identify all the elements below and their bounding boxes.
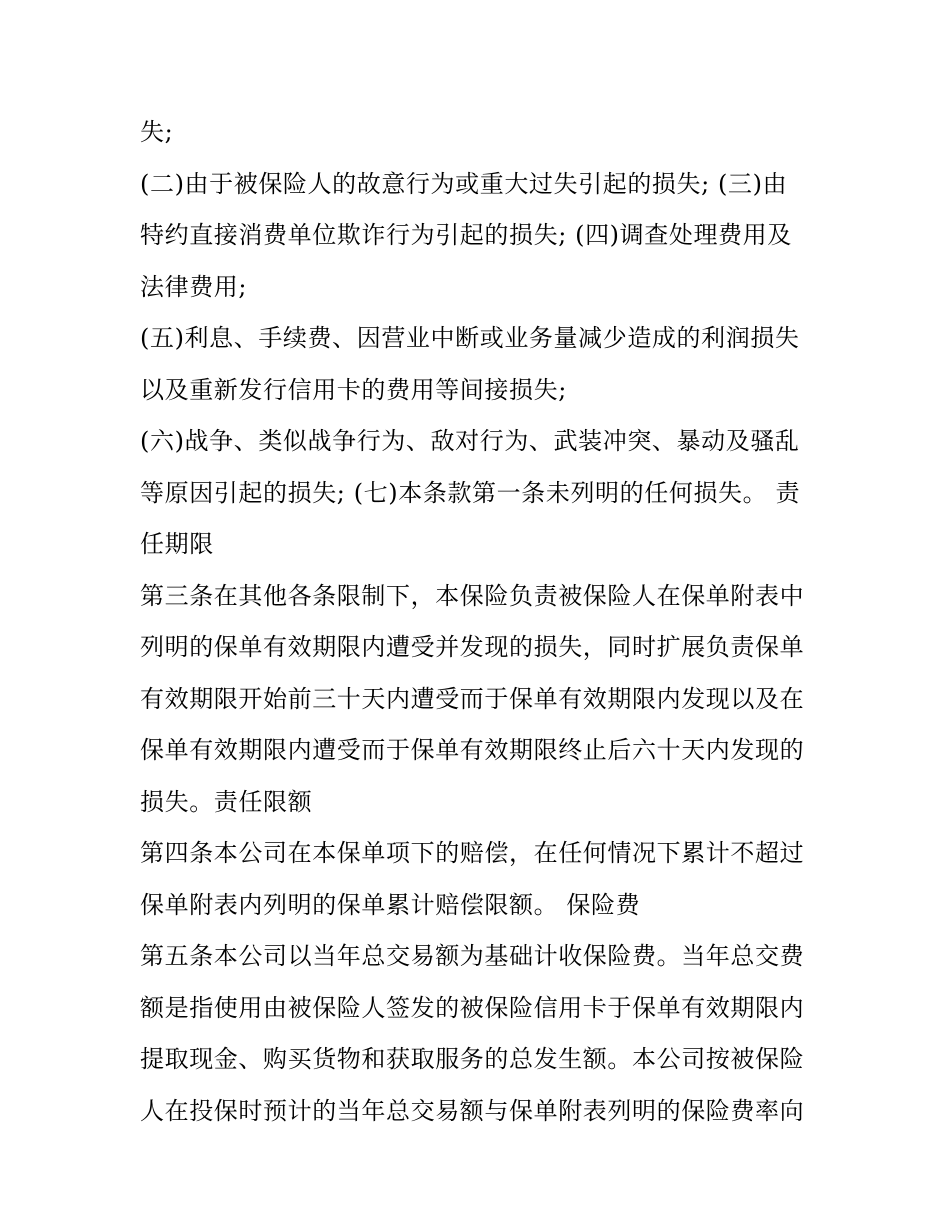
text-line: (五)利息、手续费、因营业中断或业务量减少造成的利润损失 <box>140 324 800 352</box>
text-line: 有效期限开始前三十天内遭受而于保单有效期限内发现以及在 <box>140 684 805 713</box>
text-line: 特约直接消费单位欺诈行为引起的损失; (四)调查处理费用及 <box>140 221 792 249</box>
text-line: 法律费用; <box>140 272 248 301</box>
text-line: 任期限 <box>140 530 214 558</box>
text-line: 损失。责任限额 <box>140 787 313 816</box>
document-body <box>140 107 820 1137</box>
text-line: 第三条在其他各条限制下，本保险负责被保险人在保单附表中 <box>140 581 805 610</box>
text-line: 等原因引起的损失; (七)本条款第一条未列明的任何损失。 责 <box>140 478 801 507</box>
text-line: (二)由于被保险人的故意行为或重大过失引起的损失; (三)由 <box>140 169 788 198</box>
text-line: 第五条本公司以当年总交易额为基础计收保险费。当年总交费 <box>140 942 805 970</box>
text-line: 列明的保单有效期限内遭受并发现的损失，同时扩展负责保单 <box>140 633 805 661</box>
text-line: 失; <box>140 118 174 146</box>
text-line: 以及重新发行信用卡的费用等间接损失; <box>140 375 567 404</box>
text-line: 提取现金、购买货物和获取服务的总发生额。本公司按被保险 <box>140 1045 805 1073</box>
text-line: 保单附表内列明的保单累计赔偿限额。 保险费 <box>140 890 641 919</box>
text-line: 第四条本公司在本保单项下的赔偿，在任何情况下累计不超过 <box>140 839 805 867</box>
text-line: 保单有效期限内遭受而于保单有效期限终止后六十天内发现的 <box>140 736 805 764</box>
text-line: (六)战争、类似战争行为、敌对行为、武装冲突、暴动及骚乱 <box>140 427 800 455</box>
text-line: 人在投保时预计的当年总交易额与保单附表列明的保险费率向 <box>140 1096 805 1125</box>
text-line: 额是指使用由被保险人签发的被保险信用卡于保单有效期限内 <box>140 993 805 1022</box>
